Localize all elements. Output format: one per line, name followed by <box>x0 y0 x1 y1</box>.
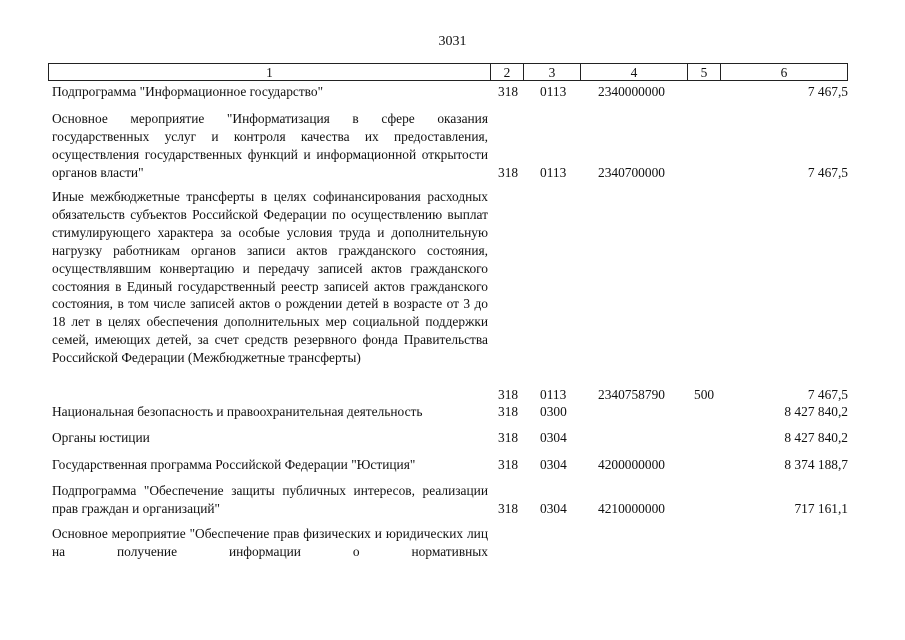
row-name: Основное мероприятие "Обеспечение прав физических и юридических лиц на получение информации о нормативных <box>52 526 488 559</box>
table-row <box>0 456 905 474</box>
table-row <box>0 83 905 101</box>
row-col4: 2340700000 <box>598 165 665 181</box>
row-col6: 7 467,5 <box>807 387 848 403</box>
row-col3: 0113 <box>540 165 567 181</box>
row-col2: 318 <box>498 165 519 181</box>
row-col3: 0304 <box>540 457 567 473</box>
table-row <box>0 403 905 421</box>
table-header <box>48 63 848 81</box>
row-col4: 4200000000 <box>598 457 665 473</box>
row-name: Иные межбюджетные трансферты в целях софинансирования расходных обязательств субъектов Российской Федерации по осуществлению выплат стимулирующего характера за особые условия труда и дополнительную нагрузку работникам органов записи актов гражданского состояния, осуществлявшим конвертацию и передачу записей актов гражданского состояния в Единый государственный реестр записей актов гражданского состояния, в том числе записей актов о рождении детей в возрасте от 3 до 18 лет в целях обеспечения дополнительных мер социальной поддержки семей, имеющих детей, за счет средств резервного фонда Правительства Российской Федерации (Межбюджетные трансферты) <box>52 189 488 366</box>
row-col4: 2340758790 <box>598 387 665 403</box>
row-name: Основное мероприятие "Информатизация в сфере оказания государственных услуг и контроля качества их предоставления, осуществления государственных функций и информационной открытости органов власти" <box>52 111 488 180</box>
row-col2: 318 <box>498 387 519 403</box>
row-col3: 0304 <box>540 430 567 446</box>
row-col2: 318 <box>498 501 519 517</box>
column-header-3: 3 <box>524 64 581 81</box>
column-header-5: 5 <box>688 64 721 81</box>
row-col3: 0300 <box>540 404 567 420</box>
row-name: Национальная безопасность и правоохранительная деятельность <box>52 404 423 419</box>
table-row <box>0 429 905 447</box>
row-name: Государственная программа Российской Федерации "Юстиция" <box>52 457 416 472</box>
table-row <box>0 110 905 182</box>
row-col6: 8 374 188,7 <box>784 457 848 473</box>
row-col2: 318 <box>498 457 519 473</box>
column-header-6: 6 <box>780 65 788 80</box>
row-col3: 0113 <box>540 387 567 403</box>
row-col2: 318 <box>498 430 519 446</box>
row-col6: 8 427 840,2 <box>784 404 848 420</box>
row-col6: 7 467,5 <box>807 165 848 181</box>
page-number: 3031 <box>438 34 467 49</box>
column-header-1: 1 <box>49 64 491 81</box>
table-row <box>0 525 905 561</box>
row-name: Подпрограмма "Информационное государство" <box>52 84 324 99</box>
row-col6: 8 427 840,2 <box>784 430 848 446</box>
row-col2: 318 <box>498 84 519 100</box>
row-col4: 2340000000 <box>598 84 665 100</box>
row-col3: 0113 <box>540 84 567 100</box>
row-col6: 717 161,1 <box>794 501 848 517</box>
row-col2: 318 <box>498 404 519 420</box>
row-col3: 0304 <box>540 501 567 517</box>
column-header-2: 2 <box>491 64 524 81</box>
row-col5: 500 <box>694 387 715 403</box>
row-name: Подпрограмма "Обеспечение защиты публичных интересов, реализации прав граждан и организаций" <box>52 483 488 516</box>
column-header-4: 4 <box>581 64 688 81</box>
table-row <box>0 188 905 404</box>
row-col6: 7 467,5 <box>807 84 848 100</box>
row-name: Органы юстиции <box>52 430 150 445</box>
row-col4: 4210000000 <box>598 501 665 517</box>
table-row <box>0 482 905 518</box>
